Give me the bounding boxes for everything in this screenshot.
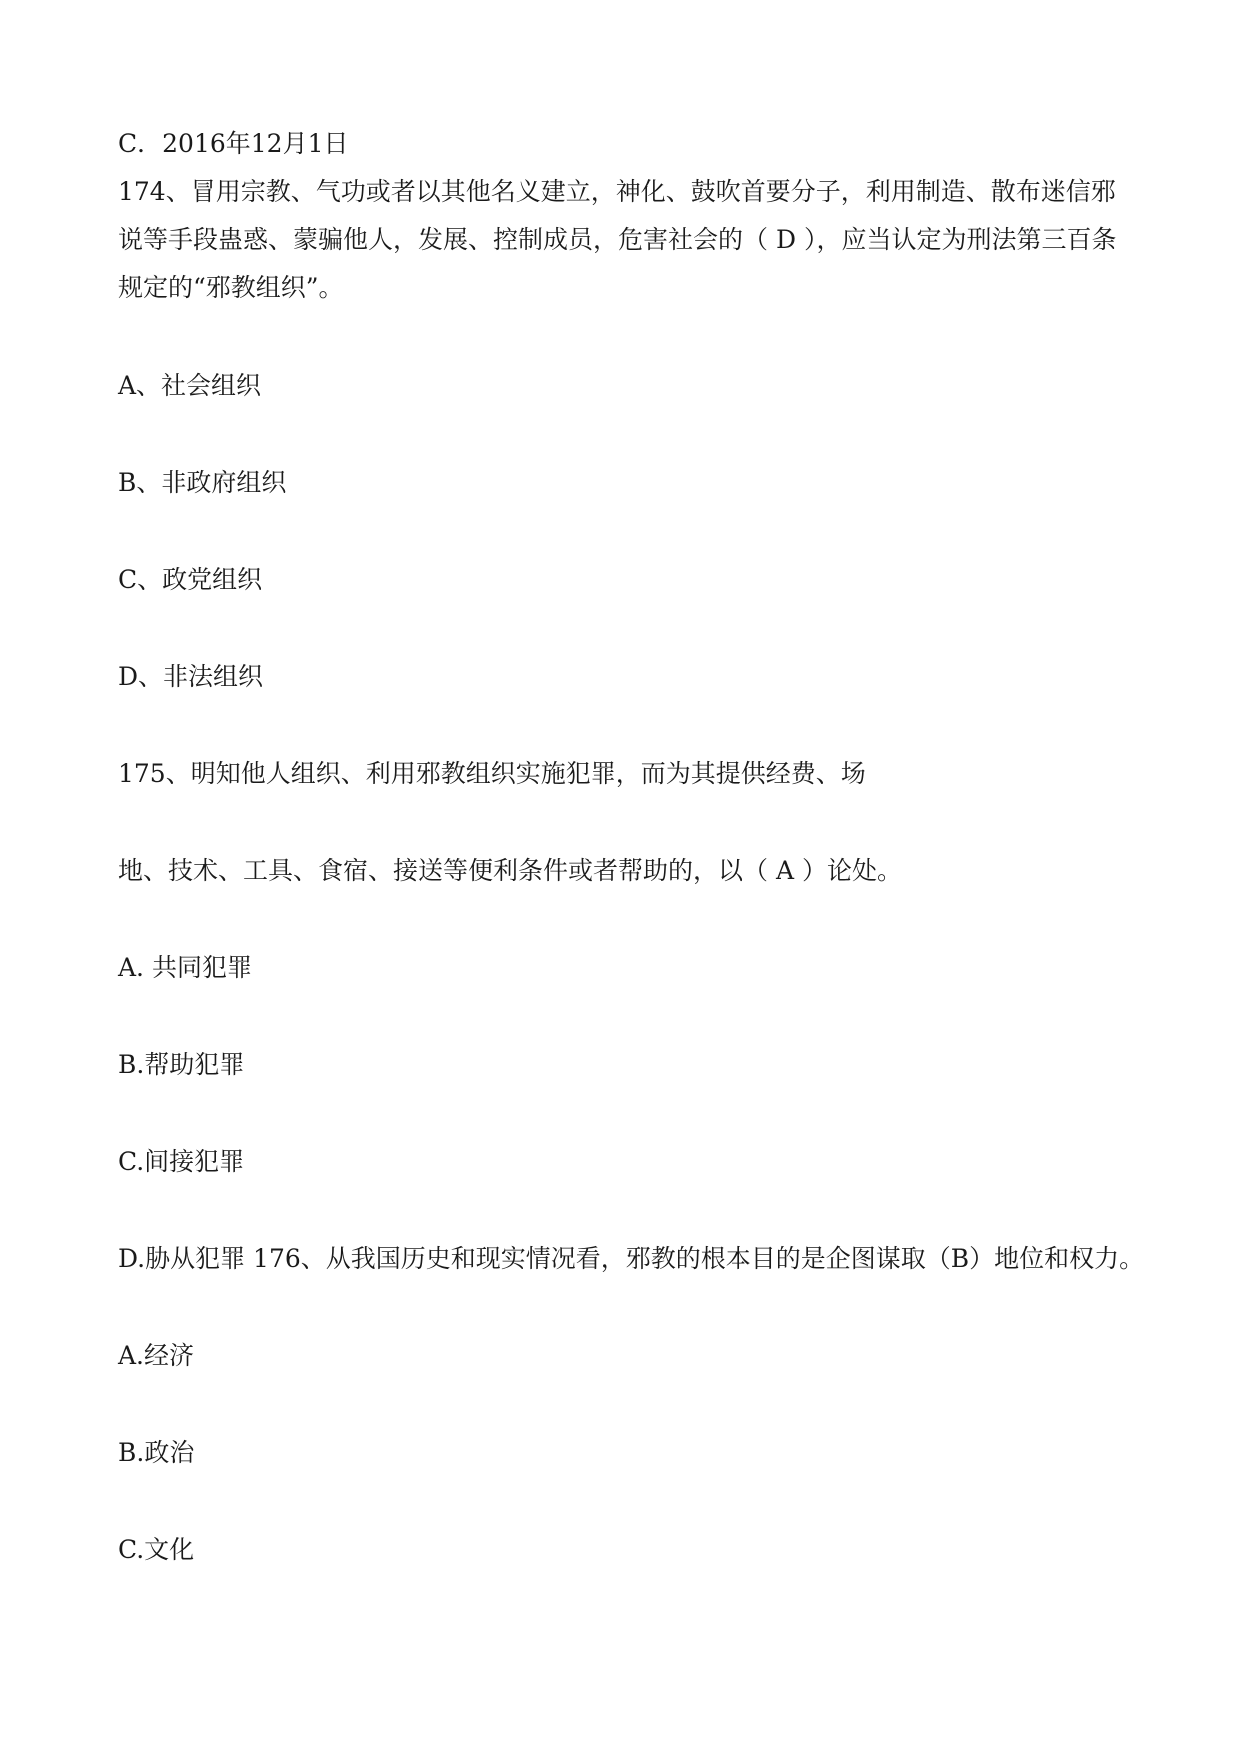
option-c-prev-question: C．2016年12月1日 xyxy=(118,129,349,158)
question-176-option-a: A.经济 xyxy=(118,1341,195,1370)
question-176-option-b: B.政治 xyxy=(118,1438,195,1467)
question-175-line-1: 175、明知他人组织、利用邪教组织实施犯罪，而为其提供经费、场 xyxy=(118,759,866,788)
question-175-option-b: B.帮助犯罪 xyxy=(118,1050,245,1079)
question-175-option-c: C.间接犯罪 xyxy=(118,1147,245,1176)
question-175-line-2: 地、技术、工具、食宿、接送等便利条件或者帮助的，以（ A ）论处。 xyxy=(118,856,902,885)
question-175-option-a: A. 共同犯罪 xyxy=(118,953,252,982)
question-175-option-d-and-question-176: D.胁从犯罪 176、从我国历史和现实情况看，邪教的根本目的是企图谋取（B）地位和权力。 xyxy=(118,1244,1145,1273)
question-174-option-c: C、政党组织 xyxy=(118,565,263,594)
question-174-option-a: A、社会组织 xyxy=(118,371,262,400)
question-174: 174、冒用宗教、气功或者以其他名义建立，神化、鼓吹首要分子，利用制造、散布迷信邪说等手段蛊惑、蒙骗他人，发展、控制成员，危害社会的（ D ），应当认定为刑法第三百条规定的“邪教组织”。 xyxy=(118,177,1117,302)
question-174-option-b: B、非政府组织 xyxy=(118,468,287,497)
question-176-option-c: C.文化 xyxy=(118,1535,195,1564)
question-174-option-d: D、非法组织 xyxy=(118,662,264,691)
